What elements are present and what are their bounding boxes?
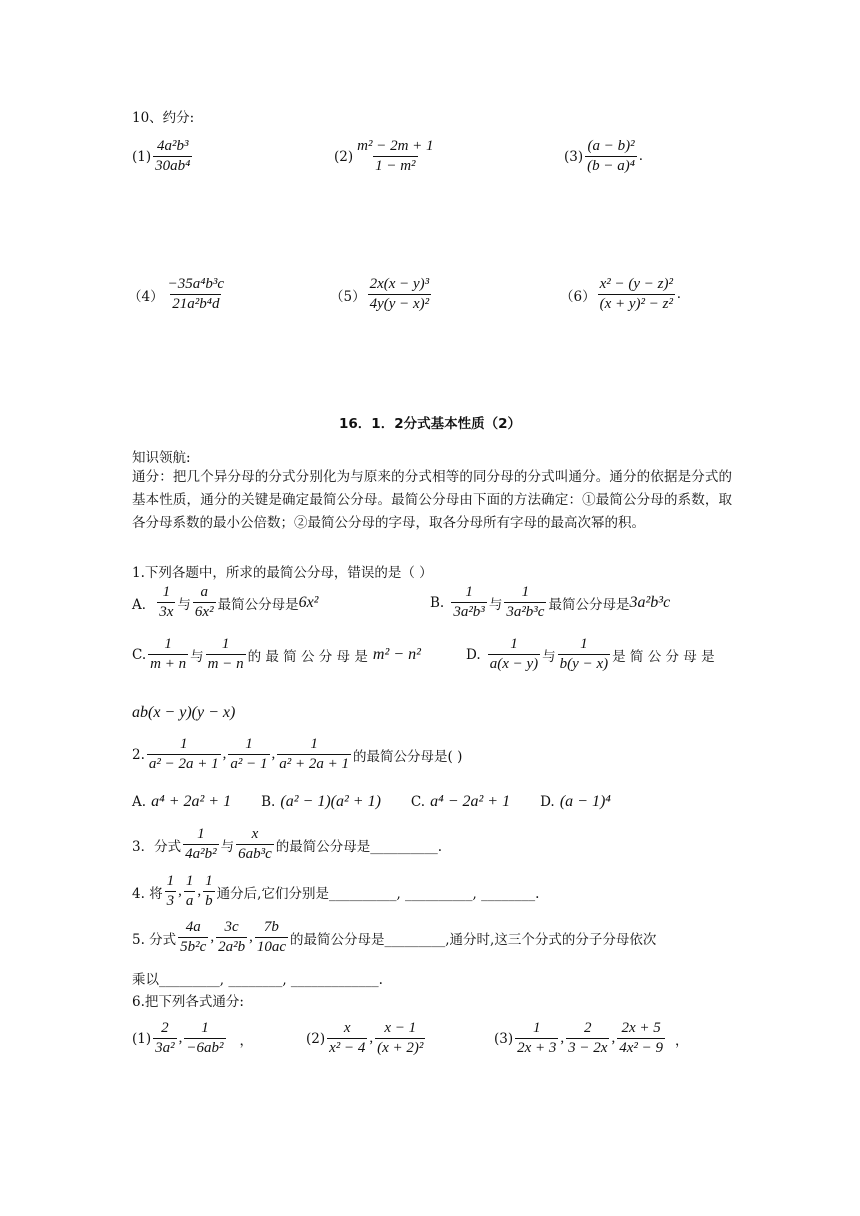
fraction: 2x + 5 4x² − 9 [619, 1020, 663, 1056]
fraction: 1 −6ab² [186, 1020, 224, 1056]
fraction: 1 a² − 1 [230, 736, 268, 772]
q10-item-6: （6） x² − (y − z)² (x + y)² − z² . [560, 276, 681, 312]
q10-item-4 [128, 276, 228, 313]
fraction: 4a 5b²c [180, 919, 207, 955]
fraction: 1 a² + 2a + 1 [279, 736, 350, 772]
q5: 5. 分式 4a 5b²c , 3c 2a²b , 7b 10ac 的最简公分母是_________,通分时,这三个分式的分子分母依次 [132, 919, 657, 955]
fraction: 2x(x − y)³ 4y(y − x)² [369, 276, 430, 312]
q5-line2: 乘以_________, ________, _____________. [132, 972, 383, 988]
q10-item-2 [334, 138, 438, 175]
section-heading: 16．1．2分式基本性质（2） [339, 416, 521, 432]
guide-text: 通分：把几个异分母的分式分别化为与原来的分式相等的同分母的分式叫通分。通分的依据是分式的基本性质，通分的关键是确定最简公分母。最简公分母由下面的方法确定：①最简公分母的系数，取各分母系数的最小公倍数；②最简公分母的字母，取各分母所有字母的最高次幂的积。 [132, 469, 732, 531]
fraction: a 6x² [194, 584, 214, 620]
q1-option-c: C. 1 m + n 与 1 m − n 的 最 简 公 分 母 是 m² − n² [132, 636, 421, 672]
q1-option-a: A． 1 3x 与 a 6x² 最简公分母是 6x² [132, 584, 319, 620]
fraction: 3c 2a²b [218, 919, 246, 955]
q2-options: A. a⁴ + 2a² + 1 B. (a² − 1)(a² + 1) C. a⁴ − 2a² + 1 D. (a − 1)⁴ [132, 792, 611, 810]
q6-part-1: (1) 2 3a² , 1 −6ab² ， [132, 1020, 253, 1056]
fraction: x − 1 (x + 2)² [377, 1020, 424, 1056]
item-label: （6） [560, 288, 596, 305]
fraction: 1 3 [166, 873, 175, 909]
q2-stem: 2. 1 a² − 2a + 1 , 1 a² − 1 , 1 a² + 2a + 1 的最简公分母是( ) [132, 736, 463, 772]
fraction: 7b 10ac [256, 919, 286, 955]
fraction: (a − b)² (b − a)⁴ [587, 138, 635, 174]
q3: 3．分式 1 4a²b² 与 x 6ab³c 的最简公分母是__________. [132, 826, 443, 862]
fraction: 1 m + n [150, 636, 187, 672]
q6-part-3: (3) 1 2x + 3 , 2 3 − 2x , 2x + 5 4x² − 9 ， [494, 1020, 689, 1056]
fraction: 1 3a²b³c [506, 584, 545, 620]
item-label: (3) [564, 148, 584, 165]
fraction: −35a⁴b³c 21a²b⁴d [167, 276, 225, 312]
fraction: 1 2x + 3 [517, 1020, 557, 1056]
fraction: m² − 2m + 1 1 − m² [357, 138, 434, 174]
fraction: 1 a(x − y) [489, 636, 539, 672]
q4: 4. 将 1 3 , 1 a , 1 b 通分后,它们分别是__________, __________, ________. [132, 873, 540, 909]
q1-option-d: D. 1 a(x − y) 与 1 b(y − x) 是 简 公 分 母 是 [466, 636, 715, 672]
item-label: （5） [330, 288, 366, 305]
item-label: （4） [128, 288, 164, 305]
q1-option-b: B. 1 3a²b³ 与 1 3a²b³c 最简公分母是 3a²b³c [430, 584, 671, 620]
q6-part-2: (2) x x² − 4 , x − 1 (x + 2)² [306, 1020, 424, 1056]
fraction: 1 b(y − x) [559, 636, 609, 672]
q10-title: 10、约分: [132, 110, 195, 126]
fraction: 2 3 − 2x [568, 1020, 608, 1056]
q6-stem: 6.把下列各式通分: [132, 994, 244, 1010]
fraction: 1 a [185, 873, 194, 909]
fraction: x x² − 4 [329, 1020, 366, 1056]
fraction: 2 3a² [155, 1020, 175, 1056]
fraction: x 6ab³c [238, 826, 272, 862]
q10-item-1 [132, 138, 194, 175]
q1-stem: 1.下列各题中，所求的最简公分母，错误的是（ ） [132, 565, 433, 581]
fraction: 1 m − n [207, 636, 244, 672]
guide-label: 知识领航: [132, 450, 191, 466]
fraction: 4a²b³ 30ab⁴ [155, 138, 191, 174]
fraction: x² − (y − z)² (x + y)² − z² [599, 276, 673, 312]
fraction: 1 4a²b² [185, 826, 217, 862]
item-label: (2) [334, 148, 354, 165]
fraction: 1 3x [159, 584, 174, 620]
fraction: 1 a² − 2a + 1 [148, 736, 219, 772]
q10-item-5 [330, 276, 433, 313]
fraction: 1 3a²b³ [453, 584, 485, 620]
q1-option-d-answer: ab(x − y)(y − x) [132, 704, 236, 721]
q10-item-3: (3) (a − b)² (b − a)⁴ . [564, 138, 643, 174]
fraction: 1 b [205, 873, 213, 909]
item-label: (1) [132, 148, 152, 165]
